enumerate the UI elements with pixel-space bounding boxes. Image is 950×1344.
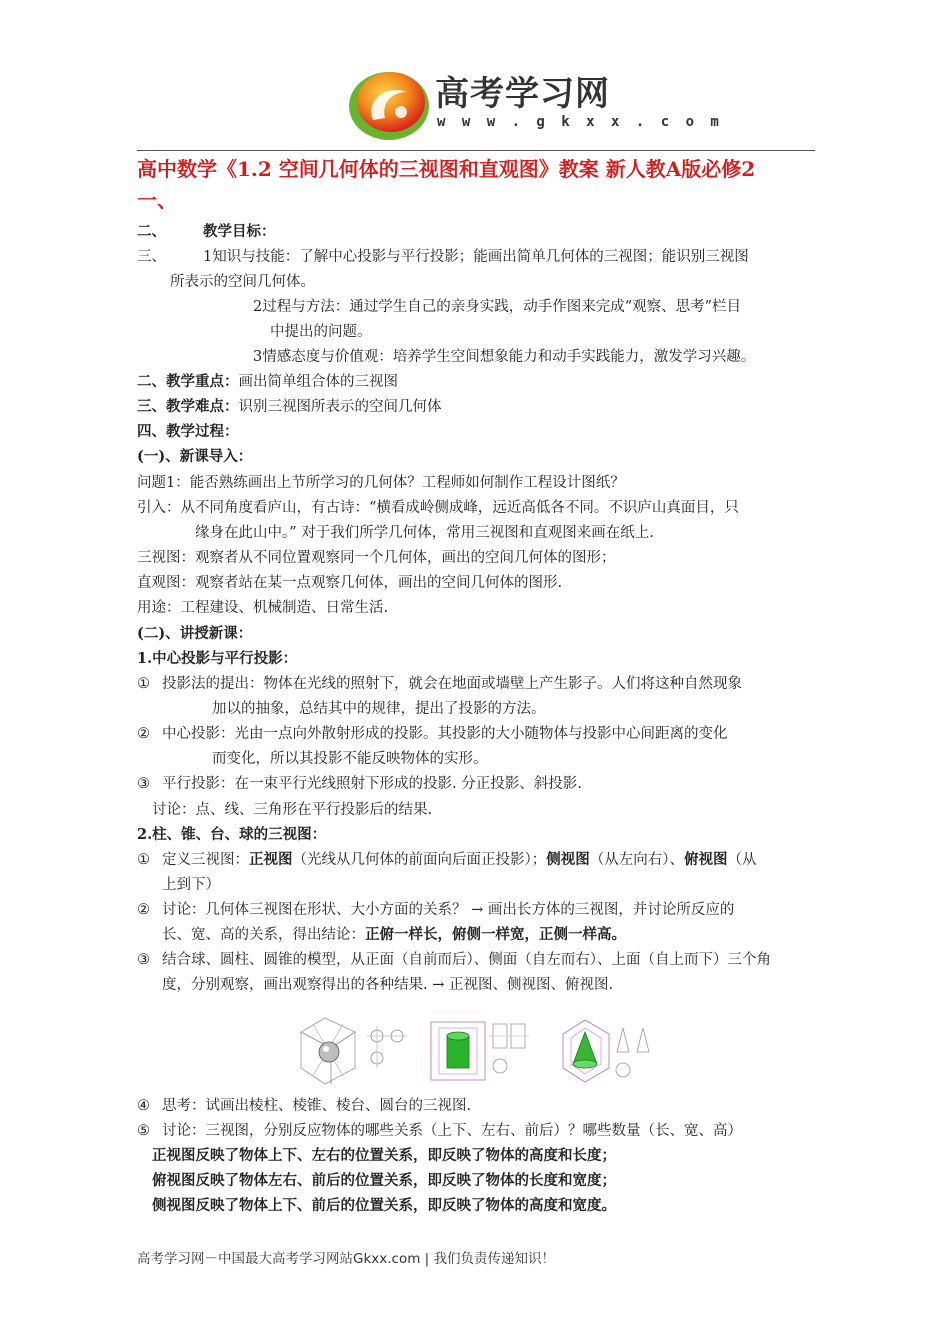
section-heading: 四、教学过程：: [137, 423, 239, 440]
text-line: （从左向右）、: [589, 852, 684, 868]
term-side-view: 侧视图: [546, 851, 590, 868]
conclusion-text: 正俯一样长，俯侧一样宽，正侧一样高。: [365, 926, 626, 943]
text-line: 讨论：三视图，分别反应物体的哪些关系（上下、左右、前后）？哪些数量（长、宽、高）: [162, 1123, 742, 1139]
text-line: 中心投影：光由一点向外散射形成的投影。其投影的大小随物体与投影中心间距离的变化: [162, 726, 728, 742]
section-heading: 2.柱、锥、台、球的三视图：: [137, 826, 327, 843]
logo-text: 高考学习网: [435, 74, 610, 114]
text-line: 度，分别观察，画出观察得出的各种结果. → 正视图、侧视图、俯视图.: [162, 977, 614, 993]
site-logo: [345, 62, 723, 144]
text-line: 1知识与技能：了解中心投影与平行投影；能画出简单几何体的三视图；能识别三视图: [203, 249, 749, 265]
text-line: 中提出的问题。: [270, 324, 372, 340]
text-line: 加以的抽象，总结其中的规律，提出了投影的方法。: [212, 701, 546, 717]
text-line: 思考：试画出棱柱、棱锥、棱台、圆台的三视图.: [162, 1098, 472, 1114]
cone-three-view-figure: [563, 1020, 649, 1082]
section-heading: 二、教学重点：: [137, 373, 239, 390]
term-top-view: 俯视图: [684, 851, 728, 868]
text-line: 3情感态度与价值观：培养学生空间想象能力和动手实践能力，激发学习兴趣。: [253, 349, 756, 365]
text-line: 所表示的空间几何体。: [170, 274, 315, 290]
list-marker: ④: [137, 1098, 150, 1114]
header-divider: [137, 150, 815, 151]
text-line: 长、宽、高的关系，得出结论：: [162, 927, 365, 943]
section-heading: 三、教学难点：: [137, 398, 239, 415]
document-title-cont: 一、: [137, 188, 177, 212]
list-marker: ②: [137, 902, 150, 918]
text-line: 而变化，所以其投影不能反映物体的实形。: [212, 751, 488, 767]
list-marker: ①: [137, 852, 150, 868]
text-line: 结合球、圆柱、圆锥的模型，从正面（自前而后）、侧面（自左而右）、上面（自上而下）三个角: [162, 952, 771, 968]
text-line: （从: [727, 852, 757, 868]
section-heading: 1.中心投影与平行投影：: [137, 650, 298, 667]
text-line: 2过程与方法：通过学生自己的亲身实践，动手作图来完成“观察、思考”栏目: [253, 299, 742, 315]
text-line: 讨论：点、线、三角形在平行投影后的结果.: [152, 802, 433, 818]
text-line: 上到下）: [162, 877, 220, 893]
cylinder-three-view-figure: [431, 1022, 529, 1080]
three-view-figures: [293, 1012, 663, 1090]
text-line: 缘身在此山中。” 对于我们所学几何体，常用三视图和直观图来画在纸上.: [195, 525, 654, 541]
text-line: 画出简单组合体的三视图: [238, 374, 398, 390]
text-line: 问题1：能否熟练画出上节所学习的几何体？工程师如何制作工程设计图纸？: [137, 475, 625, 491]
term-front-view: 正视图: [249, 851, 293, 868]
list-marker: 二、: [137, 223, 166, 240]
summary-line: 侧视图反映了物体上下、前后的位置关系，即反映了物体的高度和宽度。: [152, 1197, 616, 1214]
text-line: （光线从几何体的前面向后面正投影）；: [292, 852, 547, 868]
text-line: 定义三视图：: [162, 852, 249, 868]
text-line: 识别三视图所表示的空间几何体: [238, 399, 442, 415]
text-line: 三视图：观察者从不同位置观察同一个几何体，画出的空间几何体的图形；: [137, 550, 616, 566]
text-line: 讨论：几何体三视图在形状、大小方面的关系？ → 画出长方体的三视图，并讨论所反应的: [162, 902, 735, 918]
page-footer: 高考学习网－中国最大高考学习网站Gkxx.com | 我们负责传递知识！: [137, 1251, 556, 1267]
section-heading: (一)、新课导入：: [137, 448, 253, 465]
logo-swirl-icon: [345, 62, 435, 144]
list-marker: ③: [137, 776, 150, 792]
logo-url: w w w . g k x x . c o m: [437, 114, 723, 130]
text-line: 投影法的提出：物体在光线的照射下，就会在地面或墙壁上产生影子。人们将这种自然现象: [162, 676, 742, 692]
list-marker: ③: [137, 952, 150, 968]
list-marker: ⑤: [137, 1123, 150, 1139]
text-line: 直观图：观察者站在某一点观察几何体，画出的空间几何体的图形.: [137, 575, 563, 591]
list-marker: 三、: [137, 249, 166, 265]
list-marker: ②: [137, 726, 150, 742]
list-marker: ①: [137, 676, 150, 692]
document-title: 高中数学《1.2 空间几何体的三视图和直观图》教案 新人教A版必修2: [137, 157, 756, 181]
summary-line: 俯视图反映了物体左右、前后的位置关系，即反映了物体的长度和宽度；: [152, 1172, 616, 1189]
text-line: 引入：从不同角度看庐山，有古诗：“横看成岭侧成峰，远近高低各不同。不识庐山真面目，只: [137, 500, 739, 516]
text-line: 平行投影：在一束平行光线照射下形成的投影. 分正投影、斜投影.: [162, 776, 582, 792]
section-heading: (二)、讲授新课：: [137, 625, 253, 642]
sphere-three-view-figure: [301, 1018, 407, 1084]
summary-line: 正视图反映了物体上下、左右的位置关系，即反映了物体的高度和长度；: [152, 1147, 616, 1164]
text-line: 用途：工程建设、机械制造、日常生活.: [137, 600, 389, 616]
section-heading: 教学目标：: [203, 223, 276, 240]
